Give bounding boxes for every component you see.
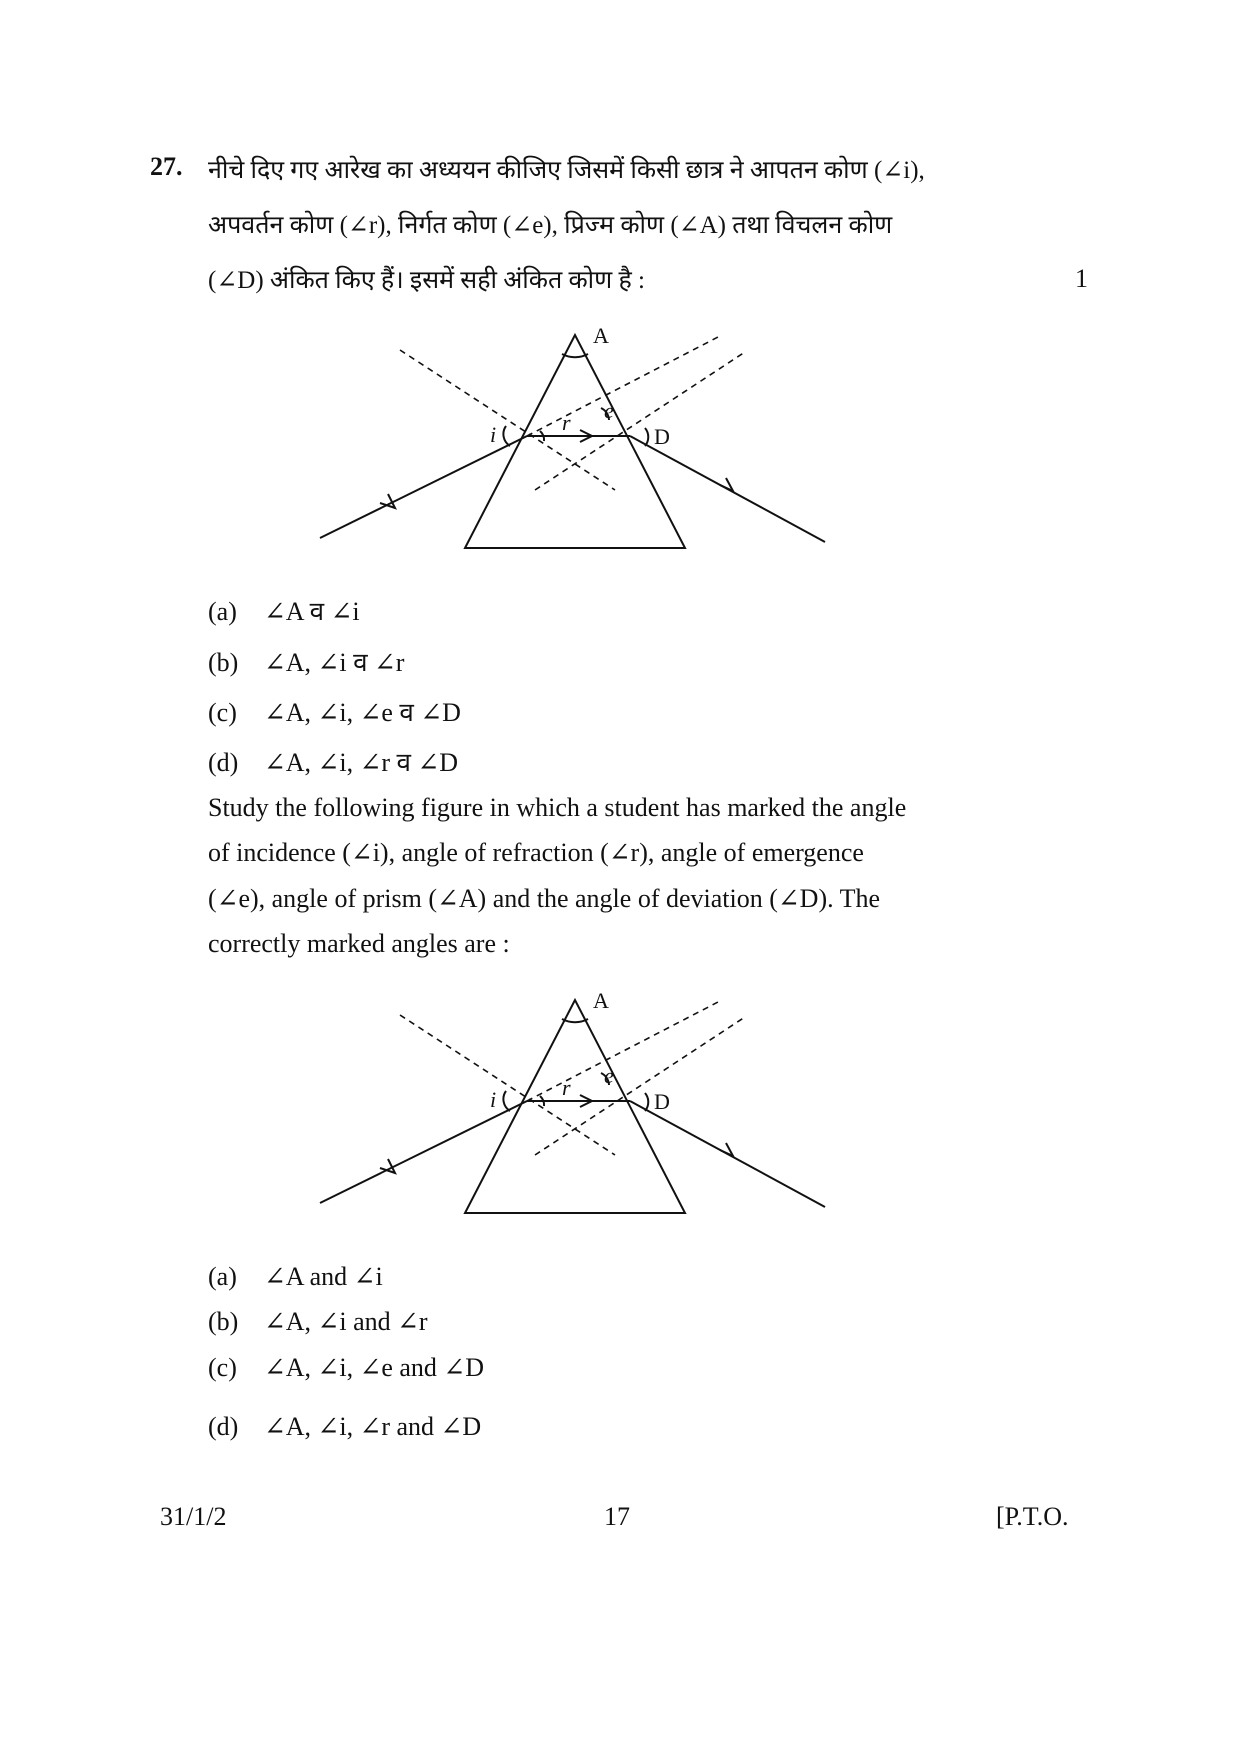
english-question-line-2: of incidence (∠i), angle of refraction (∠r), angle of emergence bbox=[208, 838, 864, 867]
label-r: r bbox=[562, 1075, 571, 1100]
english-option-c: (c) ∠A, ∠i, ∠e and ∠D bbox=[208, 1353, 484, 1382]
incident-extension-dashed bbox=[527, 336, 720, 436]
english-option-d: (d) ∠A, ∠i, ∠r and ∠D bbox=[208, 1412, 482, 1441]
prism-figure-english bbox=[300, 985, 840, 1225]
page-number: 17 bbox=[604, 1502, 630, 1531]
label-D: D bbox=[654, 424, 670, 449]
english-option-a: (a) ∠A and ∠i bbox=[208, 1262, 383, 1291]
label-i: i bbox=[490, 422, 497, 447]
please-turn-over: [P.T.O. bbox=[996, 1502, 1069, 1531]
label-A: A bbox=[593, 323, 609, 348]
question-marks: 1 bbox=[1075, 264, 1088, 293]
label-e: e bbox=[604, 398, 614, 423]
incident-normal-dashed bbox=[400, 1015, 615, 1155]
english-question-line-4: correctly marked angles are : bbox=[208, 929, 510, 958]
english-question-line-3: (∠e), angle of prism (∠A) and the angle of deviation (∠D). The bbox=[208, 884, 881, 913]
hindi-option-b: (b) ∠A, ∠i व ∠r bbox=[208, 648, 405, 677]
incident-normal-dashed bbox=[400, 350, 615, 490]
emergent-arrow bbox=[720, 1143, 733, 1156]
label-D: D bbox=[654, 1089, 670, 1114]
english-option-b: (b) ∠A, ∠i and ∠r bbox=[208, 1307, 428, 1336]
label-r: r bbox=[562, 410, 571, 435]
hindi-option-d: (d) ∠A, ∠i, ∠r व ∠D bbox=[208, 748, 459, 777]
hindi-question-line-3: (∠D) अंकित किए हैं। इसमें सही अंकित कोण है : bbox=[208, 267, 645, 294]
prism-triangle bbox=[465, 1000, 685, 1213]
label-A: A bbox=[593, 988, 609, 1013]
prism-figure-hindi bbox=[300, 320, 840, 560]
angle-i-arc bbox=[503, 426, 510, 446]
incident-arrow bbox=[380, 1159, 395, 1173]
hindi-option-c: (c) ∠A, ∠i, ∠e व ∠D bbox=[208, 698, 461, 727]
hindi-question-line-2: अपवर्तन कोण (∠r), निर्गत कोण (∠e), प्रिज्म कोण (∠A) तथा विचलन कोण bbox=[208, 212, 893, 239]
english-question-line-1: Study the following figure in which a student has marked the angle bbox=[208, 793, 907, 822]
hindi-option-a: (a) ∠A व ∠i bbox=[208, 597, 360, 626]
hindi-question-line-1: नीचे दिए गए आरेख का अध्ययन कीजिए जिसमें किसी छात्र ने आपतन कोण (∠i), bbox=[208, 157, 925, 184]
incident-arrow bbox=[380, 494, 395, 508]
paper-code: 31/1/2 bbox=[160, 1502, 227, 1531]
incident-extension-dashed bbox=[527, 1001, 720, 1101]
question-number: 27. bbox=[150, 152, 183, 181]
angle-i-arc bbox=[503, 1091, 510, 1111]
emergent-arrow bbox=[720, 478, 733, 491]
label-e: e bbox=[604, 1063, 614, 1088]
prism-triangle bbox=[465, 335, 685, 548]
label-i: i bbox=[490, 1087, 497, 1112]
